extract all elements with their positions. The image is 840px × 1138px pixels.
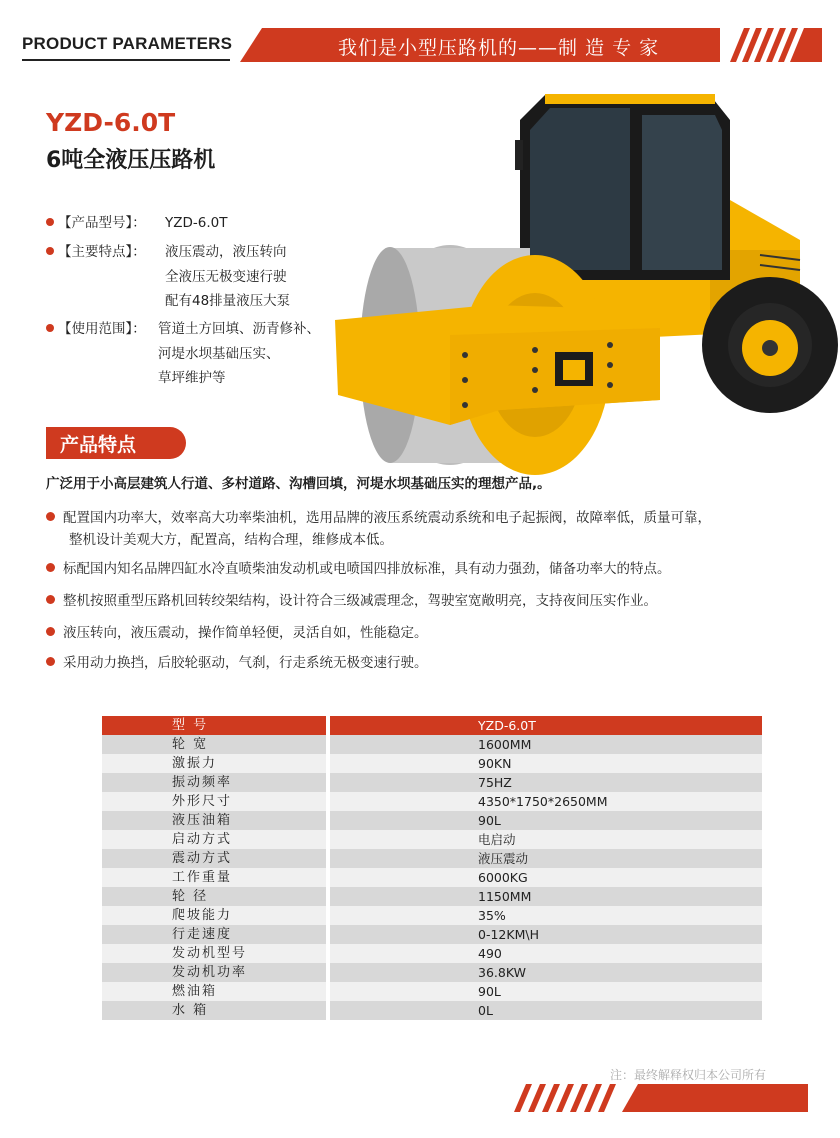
bullet-dot xyxy=(46,218,54,226)
table-cell-label: 启动方式 xyxy=(102,830,326,849)
table-cell-label: 轮 径 xyxy=(102,887,326,906)
bullet-dot xyxy=(46,324,54,332)
table-row xyxy=(102,849,762,868)
table-cell-label: 发动机型号 xyxy=(102,944,326,963)
table-cell-value: 电启动 xyxy=(330,830,762,849)
road-roller-image xyxy=(330,80,840,480)
table-cell-label: 轮 宽 xyxy=(102,735,326,754)
table-row xyxy=(102,830,762,849)
bullet-dot xyxy=(46,563,55,572)
parameter-table xyxy=(102,716,762,1020)
bullet-dot xyxy=(46,247,54,255)
table-header-row xyxy=(102,716,762,735)
table-cell-value: 0-12KM\H xyxy=(330,925,762,944)
table-cell-label: 激振力 xyxy=(102,754,326,773)
table-cell-value: 75HZ xyxy=(330,773,762,792)
feature-text: 整机设计美观大方，配置高，结构合理，维修成本低。 xyxy=(69,532,393,548)
spec-usage-line: 管道土方回填、沥青修补、 xyxy=(158,321,320,337)
table-row xyxy=(102,773,762,792)
product-model: YZD-6.0T xyxy=(46,108,176,137)
bullet-dot xyxy=(46,657,55,666)
spec-features xyxy=(46,243,287,262)
header-underline xyxy=(22,59,230,61)
header-slogan: 我们是小型压路机的——制 造 专 家 xyxy=(338,37,660,59)
spec-usage xyxy=(46,320,320,339)
bullet-dot xyxy=(46,627,55,636)
table-cell-value: 液压震动 xyxy=(330,849,762,868)
section-badge-label: 产品特点 xyxy=(60,434,137,456)
table-cell-label: 震动方式 xyxy=(102,849,326,868)
spec-usage-line: 草坪维护等 xyxy=(158,370,226,386)
table-row xyxy=(102,811,762,830)
table-cell-value: 490 xyxy=(330,944,762,963)
spec-features-key: 【主要特点】： xyxy=(58,244,146,260)
feature-item xyxy=(46,590,657,612)
table-row xyxy=(102,925,762,944)
feature-text: 整机按照重型压路机回转绞架结构，设计符合三级减震理念，驾驶室宽敞明亮，支持夜间压实作业。 xyxy=(63,593,657,609)
table-cell-value: 6000KG xyxy=(330,868,762,887)
table-cell-label: 外形尺寸 xyxy=(102,792,326,811)
table-cell-value: 1150MM xyxy=(330,887,762,906)
footer-note: 注：最终解释权归本公司所有 xyxy=(610,1068,767,1082)
footer-stripes xyxy=(514,1084,624,1112)
feature-text: 配置国内功率大，效率高大功率柴油机，选用品牌的液压系统震动系统和电子起振阀，故障率低，质量可靠， xyxy=(63,510,711,526)
bullet-dot xyxy=(46,595,55,604)
spec-usage-line: 河堤水坝基础压实、 xyxy=(158,346,280,362)
table-cell-label: 燃油箱 xyxy=(102,982,326,1001)
table-cell-value: 90KN xyxy=(330,754,762,773)
feature-text: 标配国内知名品牌四缸水冷直喷柴油发动机或电喷国四排放标准，具有动力强劲，储备功率大的特点。 xyxy=(63,561,671,577)
table-cell-label: 行走速度 xyxy=(102,925,326,944)
table-cell-value: 36.8KW xyxy=(330,963,762,982)
table-cell-value: 90L xyxy=(330,811,762,830)
table-row xyxy=(102,1001,762,1020)
table-cell-label: 振动频率 xyxy=(102,773,326,792)
table-header-cell: YZD-6.0T xyxy=(330,716,762,735)
table-cell-value: 1600MM xyxy=(330,735,762,754)
table-row xyxy=(102,792,762,811)
section-badge xyxy=(46,427,186,459)
table-cell-label: 爬坡能力 xyxy=(102,906,326,925)
table-row xyxy=(102,754,762,773)
table-header-cell: 型 号 xyxy=(102,716,326,735)
spec-model-key: 【产品型号】： xyxy=(58,215,146,231)
table-cell-label: 发动机功率 xyxy=(102,963,326,982)
header-title: PRODUCT PARAMETERS xyxy=(22,34,233,53)
table-row xyxy=(102,982,762,1001)
spec-features-line: 液压震动，液压转向 xyxy=(165,244,287,260)
table-row xyxy=(102,868,762,887)
spec-model xyxy=(46,214,228,233)
feature-item xyxy=(46,507,711,551)
table-cell-value: 4350*1750*2650MM xyxy=(330,792,762,811)
bullet-dot xyxy=(46,512,55,521)
table-row xyxy=(102,887,762,906)
table-row xyxy=(102,735,762,754)
table-cell-label: 工作重量 xyxy=(102,868,326,887)
table-cell-value: 90L xyxy=(330,982,762,1001)
feature-item xyxy=(46,558,671,580)
footer-band xyxy=(622,1084,808,1112)
feature-item xyxy=(46,622,428,644)
section-intro: 广泛用于小高层建筑人行道、多村道路、沟槽回填，河堤水坝基础压实的理想产品,。 xyxy=(46,476,551,492)
table-cell-label: 水 箱 xyxy=(102,1001,326,1020)
header-stripes xyxy=(722,28,822,62)
spec-features-line: 全液压无极变速行驶 xyxy=(165,269,287,285)
table-cell-value: 0L xyxy=(330,1001,762,1020)
product-name: 6吨全液压压路机 xyxy=(46,148,216,173)
spec-model-value: YZD-6.0T xyxy=(165,215,228,231)
table-cell-label: 液压油箱 xyxy=(102,811,326,830)
table-row xyxy=(102,944,762,963)
table-row xyxy=(102,906,762,925)
spec-usage-key: 【使用范围】： xyxy=(58,321,146,337)
table-cell-value: 35% xyxy=(330,906,762,925)
spec-features-line: 配有48排量液压大泵 xyxy=(165,293,291,309)
table-row xyxy=(102,963,762,982)
feature-text: 液压转向，液压震动，操作简单轻便，灵活自如，性能稳定。 xyxy=(63,625,428,641)
feature-text: 采用动力换挡，后胶轮驱动，气刹，行走系统无极变速行驶。 xyxy=(63,655,428,671)
feature-item xyxy=(46,652,428,674)
